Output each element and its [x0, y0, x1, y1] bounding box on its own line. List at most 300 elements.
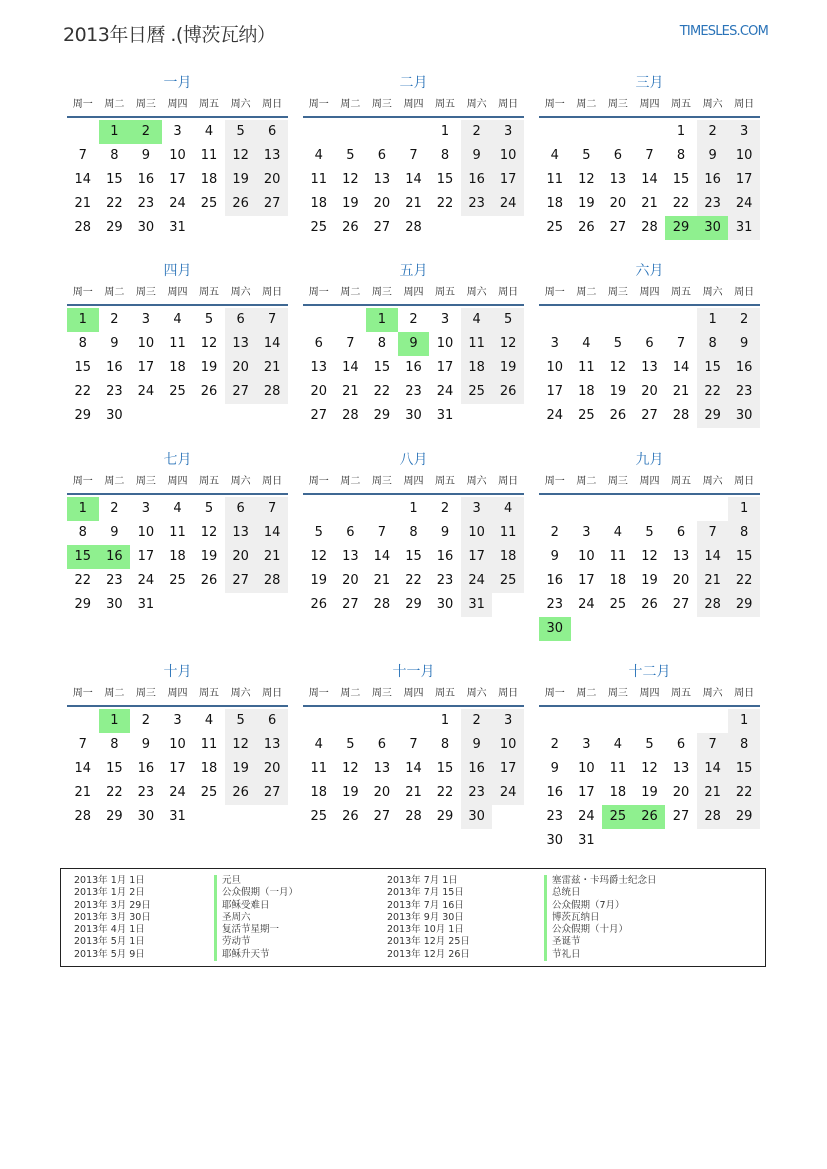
weekend-day-cell[interactable]: 10: [461, 521, 493, 545]
day-cell[interactable]: 10: [436, 336, 454, 351]
day-cell[interactable]: 7: [409, 148, 418, 163]
holiday-day-cell[interactable]: 25: [602, 805, 634, 829]
day-cell[interactable]: 22: [74, 384, 92, 399]
day-cell[interactable]: 12: [641, 549, 658, 564]
weekend-day-cell[interactable]: 19: [225, 757, 257, 781]
day-cell[interactable]: 29: [436, 809, 454, 824]
day-cell[interactable]: 7: [78, 148, 87, 163]
day-cell[interactable]: 19: [578, 196, 595, 211]
day-cell[interactable]: 21: [373, 573, 391, 588]
weekend-day-cell[interactable]: 30: [728, 404, 760, 428]
day-cell[interactable]: 21: [405, 785, 422, 800]
day-cell[interactable]: 17: [578, 785, 595, 800]
day-cell[interactable]: 22: [405, 573, 422, 588]
day-cell[interactable]: 5: [204, 312, 214, 327]
day-cell[interactable]: 5: [346, 148, 355, 163]
day-cell[interactable]: 10: [578, 761, 595, 776]
day-cell[interactable]: 22: [106, 196, 123, 211]
weekend-day-cell[interactable]: 27: [225, 569, 257, 593]
day-cell[interactable]: 30: [106, 408, 123, 423]
day-cell[interactable]: 12: [641, 761, 658, 776]
day-cell[interactable]: 17: [436, 360, 454, 375]
weekend-day-cell[interactable]: 26: [225, 192, 257, 216]
weekend-day-cell[interactable]: 11: [492, 521, 524, 545]
day-cell[interactable]: 23: [137, 785, 155, 800]
day-cell[interactable]: 3: [582, 525, 591, 540]
weekend-day-cell[interactable]: 4: [461, 308, 493, 332]
day-cell[interactable]: 5: [204, 501, 214, 516]
weekend-day-cell[interactable]: 23: [461, 192, 493, 216]
day-cell[interactable]: 18: [609, 573, 627, 588]
day-cell[interactable]: 9: [141, 737, 151, 752]
day-cell[interactable]: 15: [106, 761, 123, 776]
day-cell[interactable]: 9: [110, 336, 119, 351]
day-cell[interactable]: 11: [546, 172, 564, 187]
weekend-day-cell[interactable]: 30: [461, 805, 493, 829]
day-cell[interactable]: 27: [672, 597, 690, 612]
day-cell[interactable]: 29: [74, 408, 92, 423]
day-cell[interactable]: 17: [546, 384, 564, 399]
day-cell[interactable]: 4: [314, 148, 323, 163]
weekend-day-cell[interactable]: 16: [461, 168, 493, 192]
day-cell[interactable]: 10: [137, 336, 155, 351]
day-cell[interactable]: 6: [676, 737, 686, 752]
day-cell[interactable]: 11: [609, 761, 627, 776]
day-cell[interactable]: 28: [405, 809, 422, 824]
weekend-day-cell[interactable]: 16: [461, 757, 493, 781]
day-cell[interactable]: 31: [169, 809, 186, 824]
holiday-day-cell[interactable]: 2: [130, 120, 162, 144]
day-cell[interactable]: 15: [436, 761, 454, 776]
weekend-day-cell[interactable]: 8: [728, 733, 760, 757]
day-cell[interactable]: 5: [645, 737, 654, 752]
day-cell[interactable]: 5: [613, 336, 623, 351]
day-cell[interactable]: 12: [200, 525, 218, 540]
weekend-day-cell[interactable]: 9: [461, 144, 493, 168]
day-cell[interactable]: 9: [110, 525, 119, 540]
day-cell[interactable]: 1: [409, 501, 418, 516]
day-cell[interactable]: 20: [373, 785, 391, 800]
weekend-day-cell[interactable]: 14: [697, 757, 729, 781]
day-cell[interactable]: 13: [672, 549, 690, 564]
weekend-day-cell[interactable]: 26: [492, 380, 524, 404]
weekend-day-cell[interactable]: 7: [697, 733, 729, 757]
day-cell[interactable]: 27: [310, 408, 328, 423]
weekend-day-cell[interactable]: 23: [728, 380, 760, 404]
day-cell[interactable]: 7: [645, 148, 654, 163]
weekend-day-cell[interactable]: 5: [492, 308, 524, 332]
day-cell[interactable]: 18: [310, 785, 328, 800]
weekend-day-cell[interactable]: 21: [697, 569, 729, 593]
weekend-day-cell[interactable]: 14: [256, 521, 288, 545]
day-cell[interactable]: 31: [578, 833, 595, 848]
day-cell[interactable]: 17: [169, 172, 186, 187]
day-cell[interactable]: 25: [169, 573, 186, 588]
day-cell[interactable]: 15: [436, 172, 454, 187]
day-cell[interactable]: 27: [342, 597, 359, 612]
weekend-day-cell[interactable]: 15: [728, 757, 760, 781]
weekend-day-cell[interactable]: 20: [256, 757, 288, 781]
day-cell[interactable]: 8: [440, 737, 450, 752]
weekend-day-cell[interactable]: 16: [728, 356, 760, 380]
day-cell[interactable]: 25: [310, 220, 328, 235]
day-cell[interactable]: 28: [74, 809, 92, 824]
day-cell[interactable]: 8: [409, 525, 418, 540]
day-cell[interactable]: 14: [74, 172, 92, 187]
day-cell[interactable]: 23: [436, 573, 454, 588]
day-cell[interactable]: 1: [440, 124, 450, 139]
day-cell[interactable]: 28: [342, 408, 359, 423]
day-cell[interactable]: 9: [550, 761, 559, 776]
day-cell[interactable]: 30: [546, 833, 564, 848]
day-cell[interactable]: 12: [310, 549, 328, 564]
day-cell[interactable]: 20: [609, 196, 627, 211]
day-cell[interactable]: 18: [546, 196, 564, 211]
day-cell[interactable]: 24: [169, 196, 186, 211]
day-cell[interactable]: 26: [342, 220, 359, 235]
day-cell[interactable]: 12: [609, 360, 627, 375]
day-cell[interactable]: 22: [672, 196, 690, 211]
day-cell[interactable]: 10: [137, 525, 155, 540]
weekend-day-cell[interactable]: 7: [256, 497, 288, 521]
day-cell[interactable]: 28: [641, 220, 658, 235]
weekend-day-cell[interactable]: 14: [697, 545, 729, 569]
day-cell[interactable]: 19: [641, 785, 658, 800]
day-cell[interactable]: 13: [672, 761, 690, 776]
weekend-day-cell[interactable]: 23: [461, 781, 493, 805]
day-cell[interactable]: 24: [578, 809, 595, 824]
day-cell[interactable]: 29: [405, 597, 422, 612]
day-cell[interactable]: 6: [613, 148, 623, 163]
day-cell[interactable]: 24: [137, 573, 155, 588]
day-cell[interactable]: 1: [676, 124, 686, 139]
weekend-day-cell[interactable]: 12: [225, 144, 257, 168]
day-cell[interactable]: 20: [641, 384, 658, 399]
day-cell[interactable]: 7: [676, 336, 686, 351]
day-cell[interactable]: 10: [169, 737, 186, 752]
weekend-day-cell[interactable]: 10: [492, 733, 524, 757]
holiday-day-cell[interactable]: 1: [67, 497, 99, 521]
weekend-day-cell[interactable]: 21: [697, 781, 729, 805]
day-cell[interactable]: 2: [110, 501, 119, 516]
day-cell[interactable]: 10: [578, 549, 595, 564]
weekend-day-cell[interactable]: 17: [461, 545, 493, 569]
day-cell[interactable]: 30: [137, 220, 155, 235]
day-cell[interactable]: 23: [405, 384, 422, 399]
day-cell[interactable]: 30: [436, 597, 454, 612]
weekend-day-cell[interactable]: 19: [492, 356, 524, 380]
day-cell[interactable]: 6: [377, 737, 387, 752]
day-cell[interactable]: 3: [173, 124, 182, 139]
day-cell[interactable]: 30: [137, 809, 155, 824]
day-cell[interactable]: 26: [641, 597, 658, 612]
weekend-day-cell[interactable]: 24: [492, 781, 524, 805]
day-cell[interactable]: 25: [200, 196, 218, 211]
day-cell[interactable]: 4: [173, 312, 182, 327]
weekend-day-cell[interactable]: 15: [697, 356, 729, 380]
day-cell[interactable]: 8: [110, 148, 119, 163]
weekend-day-cell[interactable]: 29: [728, 805, 760, 829]
day-cell[interactable]: 23: [546, 809, 564, 824]
day-cell[interactable]: 5: [346, 737, 355, 752]
weekend-day-cell[interactable]: 6: [256, 120, 288, 144]
day-cell[interactable]: 18: [169, 549, 186, 564]
day-cell[interactable]: 28: [672, 408, 690, 423]
day-cell[interactable]: 27: [672, 809, 690, 824]
holiday-day-cell[interactable]: 29: [665, 216, 697, 240]
weekend-day-cell[interactable]: 2: [697, 120, 729, 144]
day-cell[interactable]: 20: [672, 785, 690, 800]
day-cell[interactable]: 24: [137, 384, 155, 399]
weekend-day-cell[interactable]: 3: [492, 709, 524, 733]
day-cell[interactable]: 14: [373, 549, 391, 564]
day-cell[interactable]: 11: [578, 360, 595, 375]
day-cell[interactable]: 4: [173, 501, 182, 516]
day-cell[interactable]: 14: [641, 172, 658, 187]
day-cell[interactable]: 22: [436, 196, 454, 211]
weekend-day-cell[interactable]: 27: [256, 781, 288, 805]
weekend-day-cell[interactable]: 28: [256, 380, 288, 404]
weekend-day-cell[interactable]: 9: [697, 144, 729, 168]
day-cell[interactable]: 4: [204, 124, 214, 139]
day-cell[interactable]: 6: [377, 148, 387, 163]
weekend-day-cell[interactable]: 8: [728, 521, 760, 545]
holiday-day-cell[interactable]: 26: [634, 805, 666, 829]
day-cell[interactable]: 29: [106, 809, 123, 824]
day-cell[interactable]: 22: [373, 384, 391, 399]
day-cell[interactable]: 28: [74, 220, 92, 235]
day-cell[interactable]: 7: [78, 737, 87, 752]
day-cell[interactable]: 15: [106, 172, 123, 187]
weekend-day-cell[interactable]: 24: [728, 192, 760, 216]
weekend-day-cell[interactable]: 22: [728, 781, 760, 805]
weekend-day-cell[interactable]: 2: [728, 308, 760, 332]
day-cell[interactable]: 21: [74, 785, 92, 800]
weekend-day-cell[interactable]: 6: [225, 497, 257, 521]
weekend-day-cell[interactable]: 13: [225, 332, 257, 356]
weekend-day-cell[interactable]: 18: [461, 356, 493, 380]
day-cell[interactable]: 15: [373, 360, 391, 375]
day-cell[interactable]: 2: [440, 501, 450, 516]
weekend-day-cell[interactable]: 13: [256, 144, 288, 168]
weekend-day-cell[interactable]: 20: [256, 168, 288, 192]
weekend-day-cell[interactable]: 6: [256, 709, 288, 733]
day-cell[interactable]: 5: [582, 148, 591, 163]
weekend-day-cell[interactable]: 18: [492, 545, 524, 569]
day-cell[interactable]: 18: [578, 384, 595, 399]
holiday-day-cell[interactable]: 30: [539, 617, 571, 641]
weekend-day-cell[interactable]: 11: [461, 332, 493, 356]
day-cell[interactable]: 16: [137, 172, 155, 187]
day-cell[interactable]: 18: [310, 196, 328, 211]
day-cell[interactable]: 14: [342, 360, 359, 375]
weekend-day-cell[interactable]: 9: [728, 332, 760, 356]
day-cell[interactable]: 8: [676, 148, 686, 163]
day-cell[interactable]: 8: [78, 336, 87, 351]
weekend-day-cell[interactable]: 25: [492, 569, 524, 593]
day-cell[interactable]: 15: [672, 172, 690, 187]
day-cell[interactable]: 26: [310, 597, 328, 612]
day-cell[interactable]: 4: [204, 713, 214, 728]
day-cell[interactable]: 6: [645, 336, 654, 351]
day-cell[interactable]: 5: [314, 525, 323, 540]
day-cell[interactable]: 11: [310, 761, 328, 776]
day-cell[interactable]: 2: [550, 525, 559, 540]
day-cell[interactable]: 20: [310, 384, 328, 399]
day-cell[interactable]: 11: [169, 336, 186, 351]
day-cell[interactable]: 7: [409, 737, 418, 752]
weekend-day-cell[interactable]: 17: [492, 168, 524, 192]
day-cell[interactable]: 19: [342, 196, 359, 211]
day-cell[interactable]: 29: [373, 408, 391, 423]
day-cell[interactable]: 4: [613, 737, 623, 752]
day-cell[interactable]: 17: [578, 573, 595, 588]
holiday-day-cell[interactable]: 1: [99, 120, 131, 144]
weekend-day-cell[interactable]: 1: [697, 308, 729, 332]
day-cell[interactable]: 25: [169, 384, 186, 399]
weekend-day-cell[interactable]: 17: [728, 168, 760, 192]
weekend-day-cell[interactable]: 10: [492, 144, 524, 168]
day-cell[interactable]: 3: [440, 312, 450, 327]
day-cell[interactable]: 4: [550, 148, 559, 163]
weekend-day-cell[interactable]: 24: [461, 569, 493, 593]
day-cell[interactable]: 19: [200, 360, 218, 375]
day-cell[interactable]: 25: [578, 408, 595, 423]
day-cell[interactable]: 8: [110, 737, 119, 752]
weekend-day-cell[interactable]: 17: [492, 757, 524, 781]
weekend-day-cell[interactable]: 15: [728, 545, 760, 569]
day-cell[interactable]: 21: [405, 196, 422, 211]
day-cell[interactable]: 18: [200, 172, 218, 187]
day-cell[interactable]: 26: [200, 573, 218, 588]
day-cell[interactable]: 21: [672, 384, 690, 399]
day-cell[interactable]: 23: [106, 384, 123, 399]
holiday-day-cell[interactable]: 30: [697, 216, 729, 240]
day-cell[interactable]: 2: [110, 312, 119, 327]
weekend-day-cell[interactable]: 10: [728, 144, 760, 168]
weekend-day-cell[interactable]: 9: [461, 733, 493, 757]
day-cell[interactable]: 29: [74, 597, 92, 612]
weekend-day-cell[interactable]: 31: [728, 216, 760, 240]
day-cell[interactable]: 14: [405, 761, 422, 776]
day-cell[interactable]: 22: [74, 573, 92, 588]
holiday-day-cell[interactable]: 1: [99, 709, 131, 733]
day-cell[interactable]: 2: [409, 312, 418, 327]
day-cell[interactable]: 16: [546, 785, 564, 800]
day-cell[interactable]: 4: [314, 737, 323, 752]
weekend-day-cell[interactable]: 6: [225, 308, 257, 332]
day-cell[interactable]: 26: [578, 220, 595, 235]
day-cell[interactable]: 11: [609, 549, 627, 564]
day-cell[interactable]: 27: [641, 408, 658, 423]
weekend-day-cell[interactable]: 27: [256, 192, 288, 216]
weekend-day-cell[interactable]: 5: [225, 709, 257, 733]
day-cell[interactable]: 10: [169, 148, 186, 163]
day-cell[interactable]: 10: [546, 360, 564, 375]
weekend-day-cell[interactable]: 3: [492, 120, 524, 144]
weekend-day-cell[interactable]: 28: [256, 569, 288, 593]
holiday-day-cell[interactable]: 16: [99, 545, 131, 569]
day-cell[interactable]: 26: [200, 384, 218, 399]
holiday-day-cell[interactable]: 1: [67, 308, 99, 332]
weekend-day-cell[interactable]: 20: [225, 545, 257, 569]
weekend-day-cell[interactable]: 21: [256, 545, 288, 569]
weekend-day-cell[interactable]: 21: [256, 356, 288, 380]
day-cell[interactable]: 25: [546, 220, 564, 235]
day-cell[interactable]: 12: [578, 172, 595, 187]
day-cell[interactable]: 25: [200, 785, 218, 800]
day-cell[interactable]: 17: [169, 761, 186, 776]
day-cell[interactable]: 13: [641, 360, 658, 375]
weekend-day-cell[interactable]: 22: [697, 380, 729, 404]
weekend-day-cell[interactable]: 28: [697, 593, 729, 617]
day-cell[interactable]: 13: [310, 360, 328, 375]
day-cell[interactable]: 22: [436, 785, 454, 800]
weekend-day-cell[interactable]: 3: [728, 120, 760, 144]
day-cell[interactable]: 12: [342, 761, 359, 776]
weekend-day-cell[interactable]: 2: [461, 120, 493, 144]
day-cell[interactable]: 19: [342, 785, 359, 800]
day-cell[interactable]: 24: [546, 408, 564, 423]
day-cell[interactable]: 3: [550, 336, 559, 351]
day-cell[interactable]: 31: [169, 220, 186, 235]
holiday-day-cell[interactable]: 15: [67, 545, 99, 569]
day-cell[interactable]: 8: [78, 525, 87, 540]
day-cell[interactable]: 14: [672, 360, 690, 375]
day-cell[interactable]: 7: [377, 525, 387, 540]
day-cell[interactable]: 16: [405, 360, 422, 375]
day-cell[interactable]: 16: [106, 360, 123, 375]
day-cell[interactable]: 14: [74, 761, 92, 776]
day-cell[interactable]: 23: [546, 597, 564, 612]
day-cell[interactable]: 26: [609, 408, 627, 423]
weekend-day-cell[interactable]: 7: [697, 521, 729, 545]
weekend-day-cell[interactable]: 12: [492, 332, 524, 356]
day-cell[interactable]: 19: [609, 384, 627, 399]
site-name[interactable]: TIMESLES.COM: [679, 24, 768, 39]
day-cell[interactable]: 6: [676, 525, 686, 540]
day-cell[interactable]: 24: [578, 597, 595, 612]
weekend-day-cell[interactable]: 24: [492, 192, 524, 216]
holiday-day-cell[interactable]: 1: [366, 308, 398, 332]
day-cell[interactable]: 6: [346, 525, 355, 540]
day-cell[interactable]: 27: [373, 809, 391, 824]
day-cell[interactable]: 7: [346, 336, 355, 351]
day-cell[interactable]: 13: [609, 172, 627, 187]
day-cell[interactable]: 11: [169, 525, 186, 540]
day-cell[interactable]: 18: [169, 360, 186, 375]
day-cell[interactable]: 18: [200, 761, 218, 776]
weekend-day-cell[interactable]: 14: [256, 332, 288, 356]
day-cell[interactable]: 19: [641, 573, 658, 588]
day-cell[interactable]: 8: [377, 336, 387, 351]
day-cell[interactable]: 13: [373, 761, 391, 776]
weekend-day-cell[interactable]: 4: [492, 497, 524, 521]
day-cell[interactable]: 13: [342, 549, 359, 564]
day-cell[interactable]: 17: [137, 360, 155, 375]
weekend-day-cell[interactable]: 26: [225, 781, 257, 805]
day-cell[interactable]: 24: [169, 785, 186, 800]
day-cell[interactable]: 12: [200, 336, 218, 351]
day-cell[interactable]: 30: [405, 408, 422, 423]
day-cell[interactable]: 16: [137, 761, 155, 776]
weekend-day-cell[interactable]: 28: [697, 805, 729, 829]
day-cell[interactable]: 9: [440, 525, 450, 540]
holiday-day-cell[interactable]: 9: [398, 332, 430, 356]
weekend-day-cell[interactable]: 1: [728, 709, 760, 733]
day-cell[interactable]: 26: [342, 809, 359, 824]
day-cell[interactable]: 11: [310, 172, 328, 187]
